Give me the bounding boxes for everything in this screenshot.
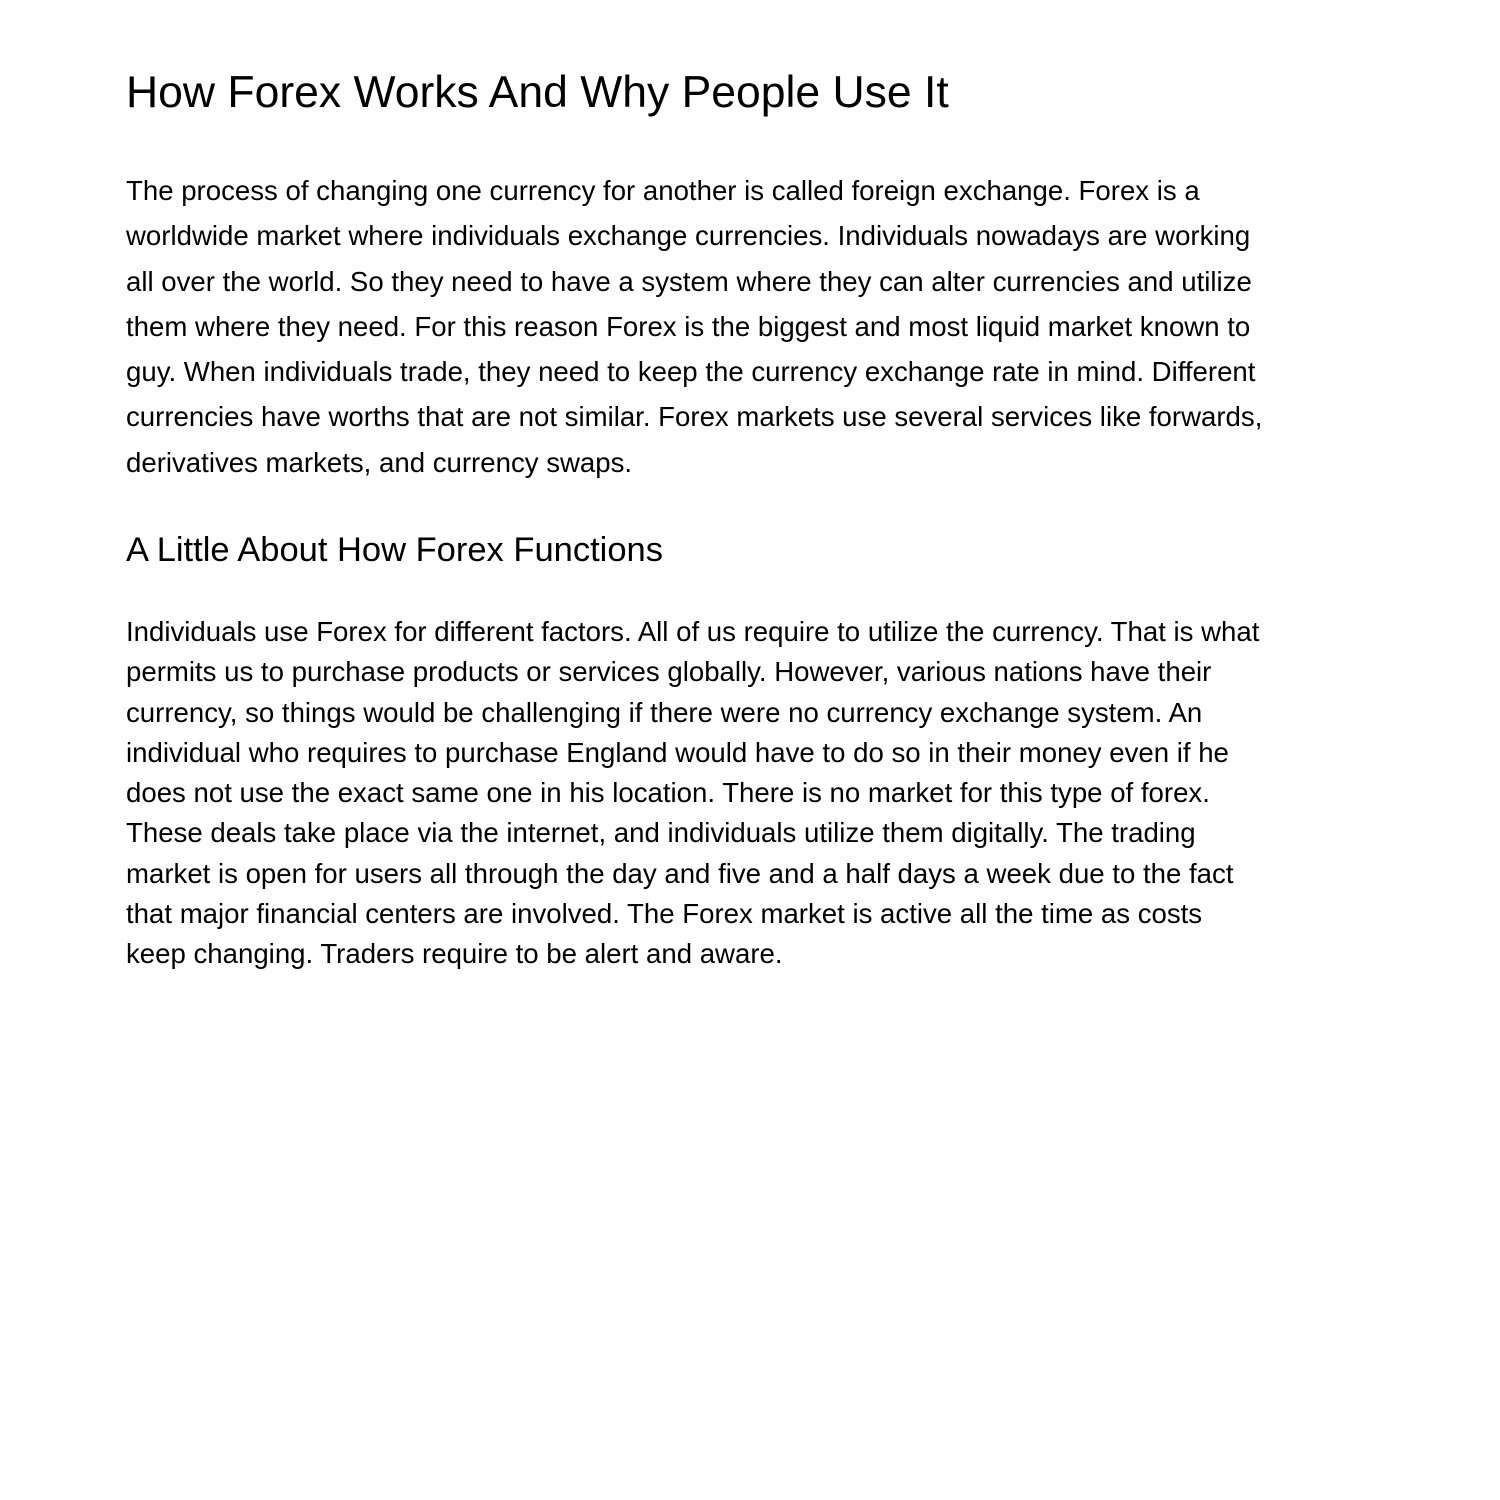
paragraph-line: does not use the exact same one in his location. There is no market for this type of forex. bbox=[126, 777, 1210, 809]
paragraph-line: market is open for users all through the day and five and a half days a week due to the fact bbox=[126, 857, 1234, 889]
paragraph-line: permits us to purchase products or services globally. However, various nations have their bbox=[126, 656, 1212, 688]
paragraph-line: worldwide market where individuals exchange currencies. Individuals nowadays are working bbox=[126, 220, 1251, 252]
section-heading: A Little About How Forex Functions bbox=[126, 531, 663, 569]
paragraph-line: guy. When individuals trade, they need to keep the currency exchange rate in mind. Different bbox=[126, 356, 1256, 388]
section-paragraph bbox=[126, 612, 1259, 975]
paragraph-line: currency, so things would be challenging if there were no currency exchange system. An bbox=[126, 696, 1203, 728]
paragraph-line: derivatives markets, and currency swaps. bbox=[126, 446, 633, 478]
paragraph-line: Individuals use Forex for different factors. All of us require to utilize the currency. That is what bbox=[126, 616, 1260, 647]
intro-paragraph bbox=[126, 168, 1262, 485]
paragraph-line: that major financial centers are involved. The Forex market is active all the time as costs bbox=[126, 898, 1203, 930]
paragraph-line: These deals take place via the internet, and individuals utilize them digitally. The trading bbox=[126, 817, 1196, 849]
paragraph-line: keep changing. Traders require to be alert and aware. bbox=[126, 938, 783, 970]
paragraph-line: all over the world. So they need to have a system where they can alter currencies and utilize bbox=[126, 265, 1252, 297]
paragraph-line: The process of changing one currency for another is called foreign exchange. Forex is a bbox=[126, 175, 1200, 206]
page-title: How Forex Works And Why People Use It bbox=[126, 68, 949, 117]
paragraph-line: individual who requires to purchase England would have to do so in their money even if he bbox=[126, 736, 1229, 768]
paragraph-line: them where they need. For this reason Forex is the biggest and most liquid market known to bbox=[126, 310, 1251, 342]
paragraph-line: currencies have worths that are not similar. Forex markets use several services like forwards, bbox=[126, 401, 1263, 433]
